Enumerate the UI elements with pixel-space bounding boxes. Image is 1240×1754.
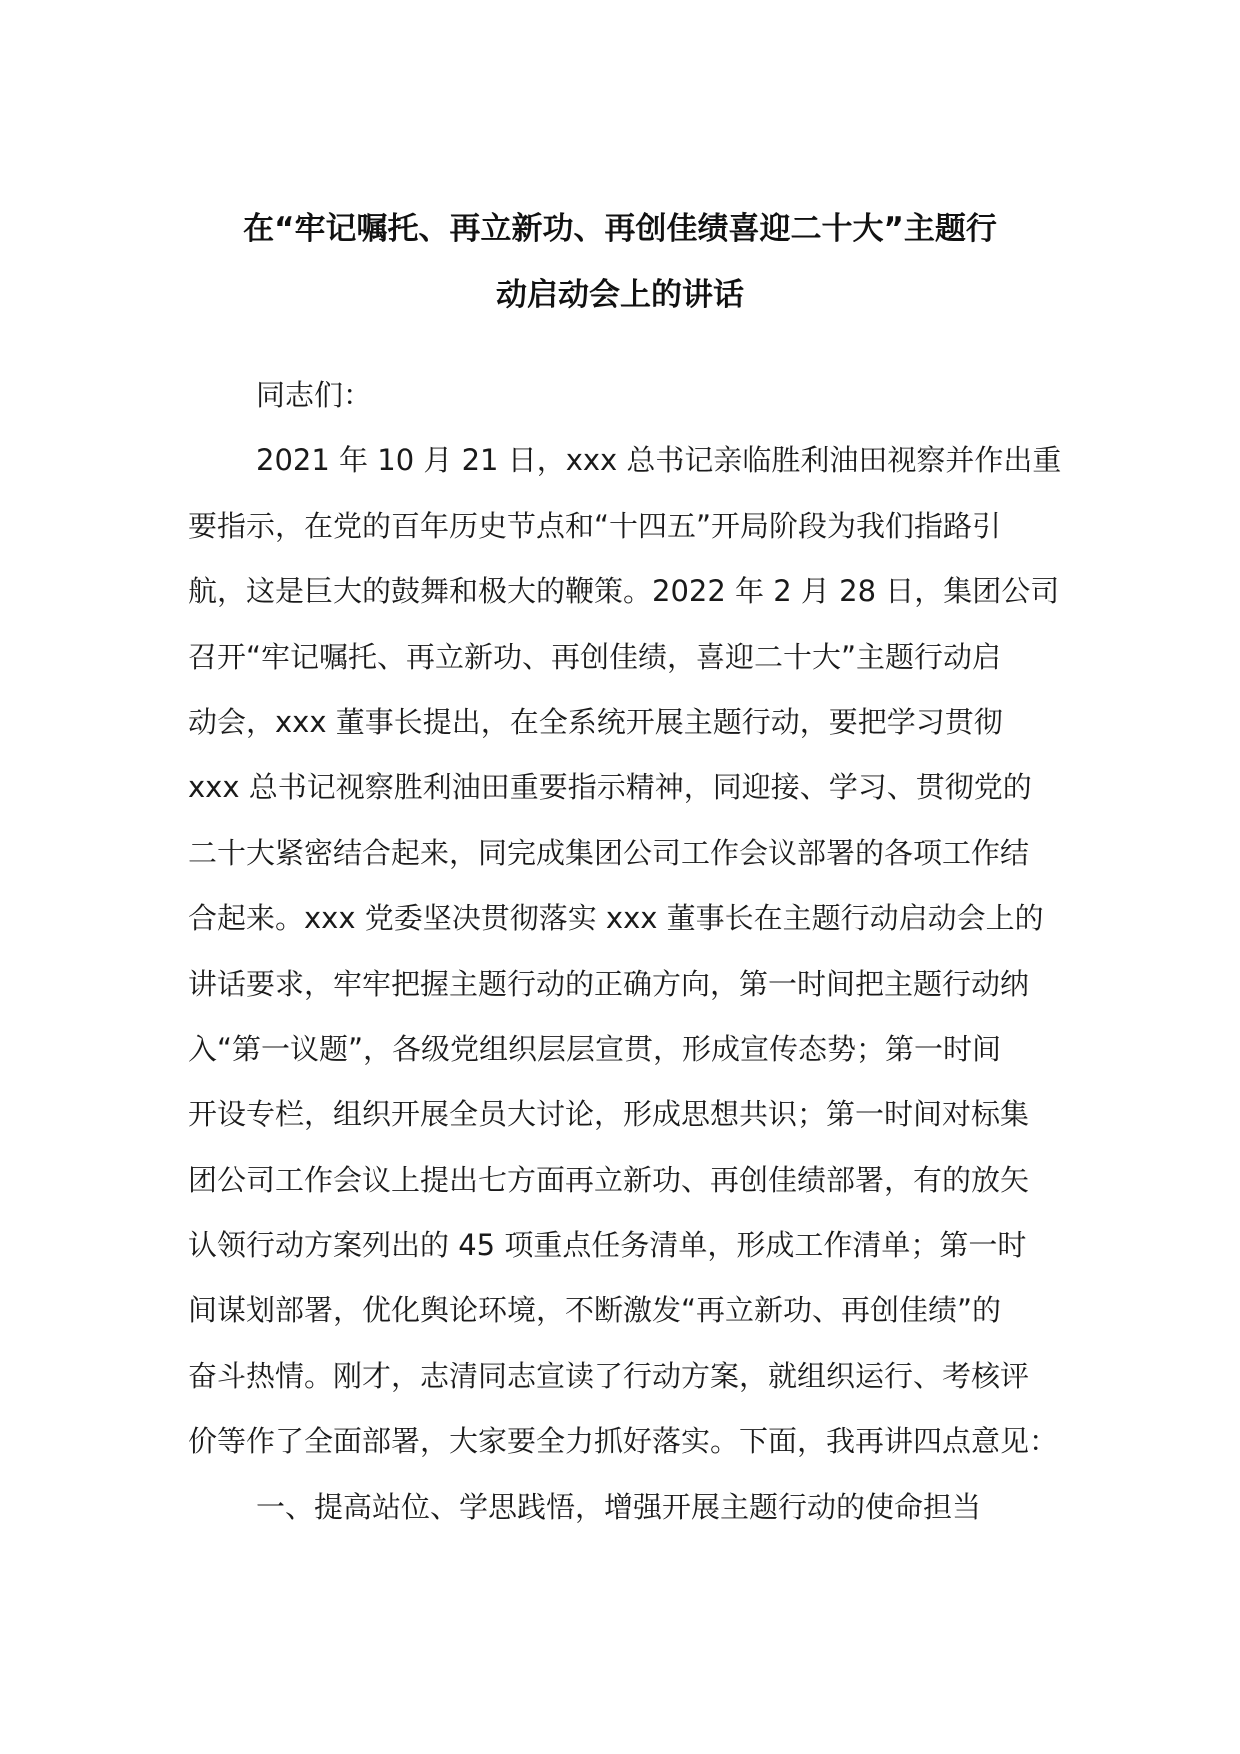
opening-paragraph <box>188 428 1068 1474</box>
paragraph-line: 奋斗热情。刚才，志清同志宣读了行动方案，就组织运行、考核评 <box>188 1358 1030 1393</box>
paragraph-line: 团公司工作会议上提出七方面再立新功、再创佳绩部署，有的放矢 <box>188 1162 1030 1197</box>
paragraph-line: 入“第一议题”，各级党组织层层宣贯，形成宣传态势；第一时间 <box>188 1031 1002 1066</box>
paragraph-line: 2021 年 10 月 21 日，xxx 总书记亲临胜利油田视察并作出重 <box>256 443 1062 478</box>
paragraph-line: 航，这是巨大的鼓舞和极大的鞭策。2022 年 2 月 28 日，集团公司 <box>188 574 1060 609</box>
salutation: 同志们： <box>256 378 373 412</box>
section-heading: 一、提高站位、学思践悟，增强开展主题行动的使命担当 <box>256 1489 982 1524</box>
paragraph-line: 价等作了全面部署，大家要全力抓好落实。下面，我再讲四点意见： <box>188 1424 1059 1459</box>
document-body <box>188 363 1068 1540</box>
paragraph-line: 召开“牢记嘱托、再立新功、再创佳绩，喜迎二十大”主题行动启 <box>188 639 1002 674</box>
paragraph-line: 讲话要求，牢牢把握主题行动的正确方向，第一时间把主题行动纳 <box>188 966 1030 1001</box>
paragraph-line: 动会，xxx 董事长提出，在全系统开展主题行动，要把学习贯彻 <box>188 704 1003 739</box>
title-line-1: 在“牢记嘱托、再立新功、再创佳绩喜迎二十大”主题行 <box>243 211 997 247</box>
paragraph-line: 要指示，在党的百年历史节点和“十四五”开局阶段为我们指路引 <box>188 508 1002 543</box>
paragraph-line: 开设专栏，组织开展全员大讨论，形成思想共识；第一时间对标集 <box>188 1097 1030 1132</box>
document-title <box>160 196 1080 328</box>
paragraph-line: 合起来。xxx 党委坚决贯彻落实 xxx 董事长在主题行动启动会上的 <box>188 901 1044 936</box>
paragraph-line: 间谋划部署，优化舆论环境，不断激发“再立新功、再创佳绩”的 <box>188 1293 1002 1328</box>
title-line-2: 动启动会上的讲话 <box>496 277 744 313</box>
paragraph-line: xxx 总书记视察胜利油田重要指示精神，同迎接、学习、贯彻党的 <box>188 770 1032 805</box>
paragraph-line: 认领行动方案列出的 45 项重点任务清单，形成工作清单；第一时 <box>188 1228 1027 1263</box>
paragraph-line: 二十大紧密结合起来，同完成集团公司工作会议部署的各项工作结 <box>188 835 1030 870</box>
